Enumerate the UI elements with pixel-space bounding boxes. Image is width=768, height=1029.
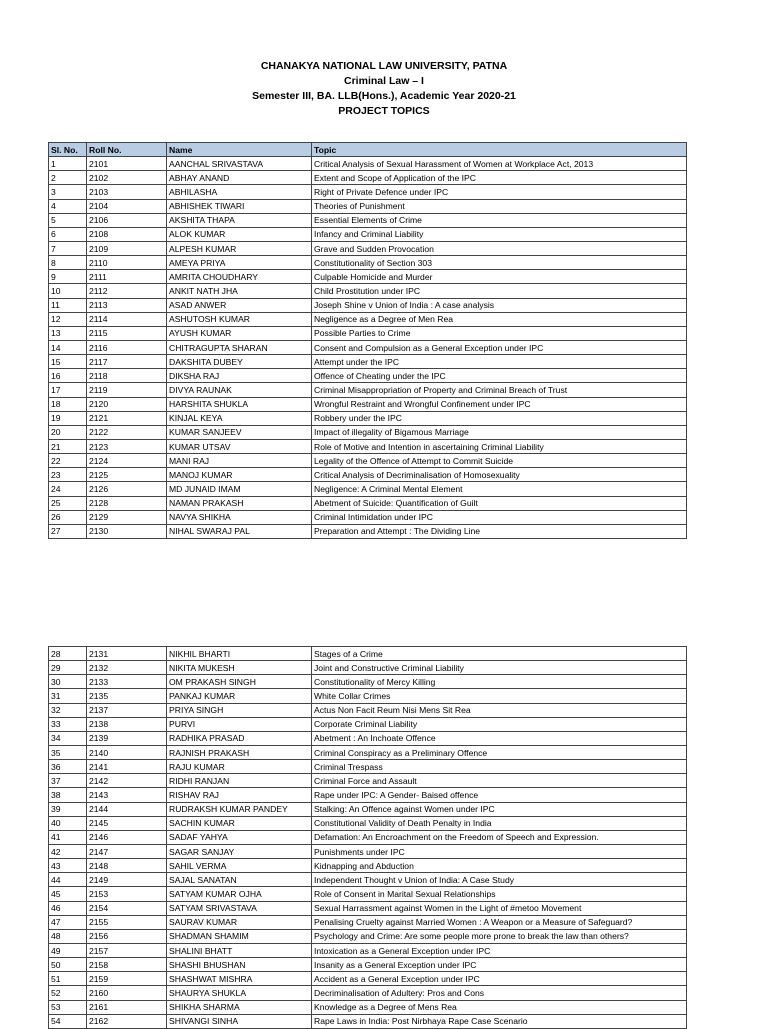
table-row <box>49 689 687 703</box>
roll-number-cell: 2112 <box>87 284 167 298</box>
topic-cell: Joint and Constructive Criminal Liability <box>312 661 687 675</box>
name-cell: SHAURYA SHUKLA <box>167 986 312 1000</box>
name-cell: SACHIN KUMAR <box>167 816 312 830</box>
name-cell: PANKAJ KUMAR <box>167 689 312 703</box>
serial-number-cell: 8 <box>49 256 87 270</box>
name-cell: DIKSHA RAJ <box>167 369 312 383</box>
topic-cell: Grave and Sudden Provocation <box>312 241 687 255</box>
topic-cell: Right of Private Defence under IPC <box>312 185 687 199</box>
roll-number-cell: 2118 <box>87 369 167 383</box>
table-row <box>49 816 687 830</box>
table-row <box>49 802 687 816</box>
serial-number-cell: 31 <box>49 689 87 703</box>
roll-number-cell: 2144 <box>87 802 167 816</box>
table-row <box>49 731 687 745</box>
name-cell: SHIVANGI SINHA <box>167 1014 312 1028</box>
roll-number-cell: 2125 <box>87 468 167 482</box>
serial-number-cell: 13 <box>49 326 87 340</box>
name-cell: RUDRAKSH KUMAR PANDEY <box>167 802 312 816</box>
name-cell: HARSHITA SHUKLA <box>167 397 312 411</box>
table-row <box>49 340 687 354</box>
serial-number-cell: 34 <box>49 731 87 745</box>
roll-number-cell: 2139 <box>87 731 167 745</box>
roll-number-cell: 2160 <box>87 986 167 1000</box>
serial-number-cell: 29 <box>49 661 87 675</box>
topic-cell: Role of Consent in Marital Sexual Relationships <box>312 887 687 901</box>
topic-cell: Psychology and Crime: Are some people more prone to break the law than others? <box>312 929 687 943</box>
serial-number-cell: 30 <box>49 675 87 689</box>
table-row <box>49 227 687 241</box>
table-row <box>49 439 687 453</box>
name-cell: MANI RAJ <box>167 454 312 468</box>
name-cell: SAHIL VERMA <box>167 859 312 873</box>
serial-number-cell: 40 <box>49 816 87 830</box>
roll-number-cell: 2104 <box>87 199 167 213</box>
serial-number-cell: 46 <box>49 901 87 915</box>
table-row <box>49 496 687 510</box>
roll-number-cell: 2116 <box>87 340 167 354</box>
topic-cell: Criminal Intimidation under IPC <box>312 510 687 524</box>
roll-number-cell: 2142 <box>87 774 167 788</box>
table-row <box>49 1000 687 1014</box>
name-cell: KUMAR UTSAV <box>167 439 312 453</box>
name-cell: DAKSHITA DUBEY <box>167 355 312 369</box>
serial-number-cell: 48 <box>49 929 87 943</box>
topic-cell: Corporate Criminal Liability <box>312 717 687 731</box>
name-cell: SHASHWAT MISHRA <box>167 972 312 986</box>
table-row <box>49 929 687 943</box>
table-row <box>49 859 687 873</box>
name-cell: SHALINI BHATT <box>167 943 312 957</box>
table-row <box>49 647 687 661</box>
roll-number-cell: 2119 <box>87 383 167 397</box>
serial-number-cell: 51 <box>49 972 87 986</box>
roll-number-cell: 2146 <box>87 830 167 844</box>
roll-number-cell: 2148 <box>87 859 167 873</box>
table-row <box>49 510 687 524</box>
table-row <box>49 745 687 759</box>
serial-number-cell: 10 <box>49 284 87 298</box>
serial-number-cell: 14 <box>49 340 87 354</box>
roll-number-cell: 2161 <box>87 1000 167 1014</box>
topic-cell: Attempt under the IPC <box>312 355 687 369</box>
topic-cell: Critical Analysis of Sexual Harassment of Women at Workplace Act, 2013 <box>312 157 687 171</box>
topic-cell: Insanity as a General Exception under IPC <box>312 958 687 972</box>
name-cell: ASAD ANWER <box>167 298 312 312</box>
name-cell: ALPESH KUMAR <box>167 241 312 255</box>
serial-number-cell: 15 <box>49 355 87 369</box>
serial-number-cell: 23 <box>49 468 87 482</box>
roll-number-cell: 2137 <box>87 703 167 717</box>
serial-number-cell: 17 <box>49 383 87 397</box>
roll-number-cell: 2123 <box>87 439 167 453</box>
topic-cell: Critical Analysis of Decriminalisation of Homosexuality <box>312 468 687 482</box>
roll-number-cell: 2128 <box>87 496 167 510</box>
table-row <box>49 369 687 383</box>
topic-cell: Possible Parties to Crime <box>312 326 687 340</box>
topic-cell: Independent Thought v Union of India: A Case Study <box>312 873 687 887</box>
name-cell: OM PRAKASH SINGH <box>167 675 312 689</box>
table-row <box>49 760 687 774</box>
table-row <box>49 312 687 326</box>
name-cell: RADHIKA PRASAD <box>167 731 312 745</box>
topic-cell: Accident as a General Exception under IPC <box>312 972 687 986</box>
serial-number-cell: 43 <box>49 859 87 873</box>
serial-number-cell: 4 <box>49 199 87 213</box>
name-cell: PURVI <box>167 717 312 731</box>
name-cell: SAJAL SANATAN <box>167 873 312 887</box>
table-row <box>49 425 687 439</box>
name-cell: RIDHI RANJAN <box>167 774 312 788</box>
name-cell: ALOK KUMAR <box>167 227 312 241</box>
roll-number-cell: 2124 <box>87 454 167 468</box>
table-row <box>49 411 687 425</box>
name-cell: CHITRAGUPTA SHARAN <box>167 340 312 354</box>
topic-cell: Penalising Cruelty against Married Women : A Weapon or a Measure of Safeguard? <box>312 915 687 929</box>
table-row <box>49 468 687 482</box>
topic-cell: Intoxication as a General Exception under IPC <box>312 943 687 957</box>
table-row <box>49 383 687 397</box>
serial-number-cell: 26 <box>49 510 87 524</box>
roll-number-cell: 2131 <box>87 647 167 661</box>
table-row <box>49 873 687 887</box>
serial-number-cell: 27 <box>49 524 87 538</box>
topic-cell: Joseph Shine v Union of India : A case analysis <box>312 298 687 312</box>
table-row <box>49 199 687 213</box>
name-cell: AYUSH KUMAR <box>167 326 312 340</box>
topic-cell: Knowledge as a Degree of Mens Rea <box>312 1000 687 1014</box>
serial-number-cell: 39 <box>49 802 87 816</box>
topic-cell: Criminal Misappropriation of Property and Criminal Breach of Trust <box>312 383 687 397</box>
roll-number-cell: 2157 <box>87 943 167 957</box>
topic-cell: Theories of Punishment <box>312 199 687 213</box>
topic-cell: Consent and Compulsion as a General Exception under IPC <box>312 340 687 354</box>
name-cell: SAGAR SANJAY <box>167 844 312 858</box>
name-cell: DIVYA RAUNAK <box>167 383 312 397</box>
serial-number-cell: 42 <box>49 844 87 858</box>
roll-number-cell: 2111 <box>87 270 167 284</box>
name-cell: PRIYA SINGH <box>167 703 312 717</box>
table-row <box>49 397 687 411</box>
roll-number-cell: 2143 <box>87 788 167 802</box>
serial-number-cell: 16 <box>49 369 87 383</box>
roll-number-cell: 2158 <box>87 958 167 972</box>
serial-number-cell: 52 <box>49 986 87 1000</box>
roll-number-cell: 2147 <box>87 844 167 858</box>
table-row <box>49 298 687 312</box>
topic-cell: Culpable Homicide and Murder <box>312 270 687 284</box>
serial-number-cell: 36 <box>49 760 87 774</box>
name-cell: SAURAV KUMAR <box>167 915 312 929</box>
roll-number-cell: 2109 <box>87 241 167 255</box>
topic-cell: Rape under IPC: A Gender- Baised offence <box>312 788 687 802</box>
table-row <box>49 887 687 901</box>
serial-number-cell: 2 <box>49 171 87 185</box>
roll-number-cell: 2138 <box>87 717 167 731</box>
name-cell: KUMAR SANJEEV <box>167 425 312 439</box>
serial-number-cell: 5 <box>49 213 87 227</box>
topic-cell: Impact of illegality of Bigamous Marriage <box>312 425 687 439</box>
table-row <box>49 661 687 675</box>
topic-cell: Role of Motive and Intention in ascertaining Criminal Liability <box>312 439 687 453</box>
name-cell: ASHUTOSH KUMAR <box>167 312 312 326</box>
name-cell: SHASHI BHUSHAN <box>167 958 312 972</box>
roll-number-cell: 2117 <box>87 355 167 369</box>
roll-number-cell: 2113 <box>87 298 167 312</box>
table-row <box>49 185 687 199</box>
project-topics-table-2 <box>48 646 687 1029</box>
serial-number-cell: 37 <box>49 774 87 788</box>
serial-number-cell: 11 <box>49 298 87 312</box>
table-row <box>49 157 687 171</box>
roll-number-cell: 2149 <box>87 873 167 887</box>
roll-number-cell: 2156 <box>87 929 167 943</box>
document-header <box>0 59 768 119</box>
serial-number-cell: 28 <box>49 647 87 661</box>
serial-number-cell: 45 <box>49 887 87 901</box>
roll-number-cell: 2133 <box>87 675 167 689</box>
name-cell: AMRITA CHOUDHARY <box>167 270 312 284</box>
topic-cell: Offence of Cheating under the IPC <box>312 369 687 383</box>
topic-cell: Rape Laws in India: Post Nirbhaya Rape Case Scenario <box>312 1014 687 1028</box>
serial-number-cell: 21 <box>49 439 87 453</box>
topic-cell: Abetment of Suicide: Quantification of Guilt <box>312 496 687 510</box>
topic-cell: Constitutionality of Mercy Killing <box>312 675 687 689</box>
serial-number-cell: 32 <box>49 703 87 717</box>
serial-number-cell: 6 <box>49 227 87 241</box>
topic-cell: Abetment : An Inchoate Offence <box>312 731 687 745</box>
topic-cell: Defamation: An Encroachment on the Freedom of Speech and Expression. <box>312 830 687 844</box>
table-row <box>49 675 687 689</box>
roll-number-cell: 2103 <box>87 185 167 199</box>
name-cell: AANCHAL SRIVASTAVA <box>167 157 312 171</box>
table-row <box>49 774 687 788</box>
topic-cell: Decriminalisation of Adultery: Pros and Cons <box>312 986 687 1000</box>
serial-number-cell: 54 <box>49 1014 87 1028</box>
roll-number-cell: 2132 <box>87 661 167 675</box>
serial-number-cell: 35 <box>49 745 87 759</box>
document-title: PROJECT TOPICS <box>338 105 430 117</box>
serial-number-cell: 18 <box>49 397 87 411</box>
table-row <box>49 524 687 538</box>
serial-number-cell: 33 <box>49 717 87 731</box>
table-row <box>49 482 687 496</box>
serial-number-cell: 1 <box>49 157 87 171</box>
header-topic: Topic <box>312 143 687 157</box>
topic-cell: Sexual Harrassment against Women in the Light of #metoo Movement <box>312 901 687 915</box>
header-name: Name <box>167 143 312 157</box>
serial-number-cell: 41 <box>49 830 87 844</box>
serial-number-cell: 44 <box>49 873 87 887</box>
table-row <box>49 270 687 284</box>
semester-line: Semester III, BA. LLB(Hons.), Academic Year 2020-21 <box>252 90 516 102</box>
name-cell: MANOJ KUMAR <box>167 468 312 482</box>
serial-number-cell: 49 <box>49 943 87 957</box>
topic-cell: Criminal Trespass <box>312 760 687 774</box>
roll-number-cell: 2108 <box>87 227 167 241</box>
serial-number-cell: 12 <box>49 312 87 326</box>
serial-number-cell: 3 <box>49 185 87 199</box>
roll-number-cell: 2126 <box>87 482 167 496</box>
name-cell: NAMAN PRAKASH <box>167 496 312 510</box>
serial-number-cell: 24 <box>49 482 87 496</box>
roll-number-cell: 2140 <box>87 745 167 759</box>
table-row <box>49 213 687 227</box>
topic-cell: Constitutional Validity of Death Penalty in India <box>312 816 687 830</box>
name-cell: ANKIT NATH JHA <box>167 284 312 298</box>
serial-number-cell: 47 <box>49 915 87 929</box>
table-header-row <box>49 143 687 157</box>
roll-number-cell: 2101 <box>87 157 167 171</box>
roll-number-cell: 2129 <box>87 510 167 524</box>
roll-number-cell: 2159 <box>87 972 167 986</box>
name-cell: RISHAV RAJ <box>167 788 312 802</box>
header-serial-number: Sl. No. <box>49 143 87 157</box>
serial-number-cell: 50 <box>49 958 87 972</box>
name-cell: ABHAY ANAND <box>167 171 312 185</box>
topic-cell: Infancy and Criminal Liability <box>312 227 687 241</box>
roll-number-cell: 2141 <box>87 760 167 774</box>
roll-number-cell: 2102 <box>87 171 167 185</box>
table-row <box>49 788 687 802</box>
roll-number-cell: 2121 <box>87 411 167 425</box>
topic-cell: Robbery under the IPC <box>312 411 687 425</box>
name-cell: NIKITA MUKESH <box>167 661 312 675</box>
serial-number-cell: 22 <box>49 454 87 468</box>
topic-cell: Legality of the Offence of Attempt to Commit Suicide <box>312 454 687 468</box>
serial-number-cell: 53 <box>49 1000 87 1014</box>
roll-number-cell: 2153 <box>87 887 167 901</box>
serial-number-cell: 38 <box>49 788 87 802</box>
name-cell: SATYAM SRIVASTAVA <box>167 901 312 915</box>
table-row <box>49 355 687 369</box>
roll-number-cell: 2135 <box>87 689 167 703</box>
topic-cell: Child Prostitution under IPC <box>312 284 687 298</box>
name-cell: AKSHITA THAPA <box>167 213 312 227</box>
serial-number-cell: 20 <box>49 425 87 439</box>
table-row <box>49 703 687 717</box>
table-row <box>49 958 687 972</box>
roll-number-cell: 2122 <box>87 425 167 439</box>
name-cell: MD JUNAID IMAM <box>167 482 312 496</box>
serial-number-cell: 9 <box>49 270 87 284</box>
table-row <box>49 1014 687 1028</box>
topic-cell: White Collar Crimes <box>312 689 687 703</box>
topic-cell: Extent and Scope of Application of the IPC <box>312 171 687 185</box>
name-cell: NIHAL SWARAJ PAL <box>167 524 312 538</box>
name-cell: AMEYA PRIYA <box>167 256 312 270</box>
table-row <box>49 986 687 1000</box>
header-roll-number: Roll No. <box>87 143 167 157</box>
topic-cell: Kidnapping and Abduction <box>312 859 687 873</box>
table-row <box>49 915 687 929</box>
name-cell: SADAF YAHYA <box>167 830 312 844</box>
topic-cell: Stalking: An Offence against Women under IPC <box>312 802 687 816</box>
name-cell: KINJAL KEYA <box>167 411 312 425</box>
roll-number-cell: 2154 <box>87 901 167 915</box>
topic-cell: Essential Elements of Crime <box>312 213 687 227</box>
serial-number-cell: 19 <box>49 411 87 425</box>
topic-cell: Negligence as a Degree of Men Rea <box>312 312 687 326</box>
name-cell: SHIKHA SHARMA <box>167 1000 312 1014</box>
roll-number-cell: 2106 <box>87 213 167 227</box>
name-cell: NIKHIL BHARTI <box>167 647 312 661</box>
name-cell: ABHISHEK TIWARI <box>167 199 312 213</box>
serial-number-cell: 25 <box>49 496 87 510</box>
table-row <box>49 284 687 298</box>
roll-number-cell: 2162 <box>87 1014 167 1028</box>
roll-number-cell: 2115 <box>87 326 167 340</box>
roll-number-cell: 2110 <box>87 256 167 270</box>
university-name: CHANAKYA NATIONAL LAW UNIVERSITY, PATNA <box>260 60 508 72</box>
topic-cell: Punishments under IPC <box>312 844 687 858</box>
table-row <box>49 241 687 255</box>
table-row <box>49 830 687 844</box>
name-cell: RAJNISH PRAKASH <box>167 745 312 759</box>
table-row <box>49 901 687 915</box>
roll-number-cell: 2145 <box>87 816 167 830</box>
table-row <box>49 717 687 731</box>
serial-number-cell: 7 <box>49 241 87 255</box>
topic-cell: Stages of a Crime <box>312 647 687 661</box>
roll-number-cell: 2155 <box>87 915 167 929</box>
topic-cell: Criminal Conspiracy as a Preliminary Offence <box>312 745 687 759</box>
name-cell: RAJU KUMAR <box>167 760 312 774</box>
table-row <box>49 171 687 185</box>
table-row <box>49 844 687 858</box>
course-name: Criminal Law – I <box>344 75 424 87</box>
table-row <box>49 943 687 957</box>
roll-number-cell: 2120 <box>87 397 167 411</box>
topic-cell: Preparation and Attempt : The Dividing Line <box>312 524 687 538</box>
topic-cell: Negligence: A Criminal Mental Element <box>312 482 687 496</box>
topic-cell: Wrongful Restraint and Wrongful Confinement under IPC <box>312 397 687 411</box>
name-cell: NAVYA SHIKHA <box>167 510 312 524</box>
table-row <box>49 326 687 340</box>
name-cell: ABHILASHA <box>167 185 312 199</box>
project-topics-table-1 <box>48 142 687 539</box>
topic-cell: Constitutionality of Section 303 <box>312 256 687 270</box>
table-row <box>49 256 687 270</box>
roll-number-cell: 2130 <box>87 524 167 538</box>
topic-cell: Criminal Force and Assault <box>312 774 687 788</box>
table-row <box>49 972 687 986</box>
table-row <box>49 454 687 468</box>
topic-cell: Actus Non Facit Reum Nisi Mens Sit Rea <box>312 703 687 717</box>
name-cell: SATYAM KUMAR OJHA <box>167 887 312 901</box>
name-cell: SHADMAN SHAMIM <box>167 929 312 943</box>
roll-number-cell: 2114 <box>87 312 167 326</box>
